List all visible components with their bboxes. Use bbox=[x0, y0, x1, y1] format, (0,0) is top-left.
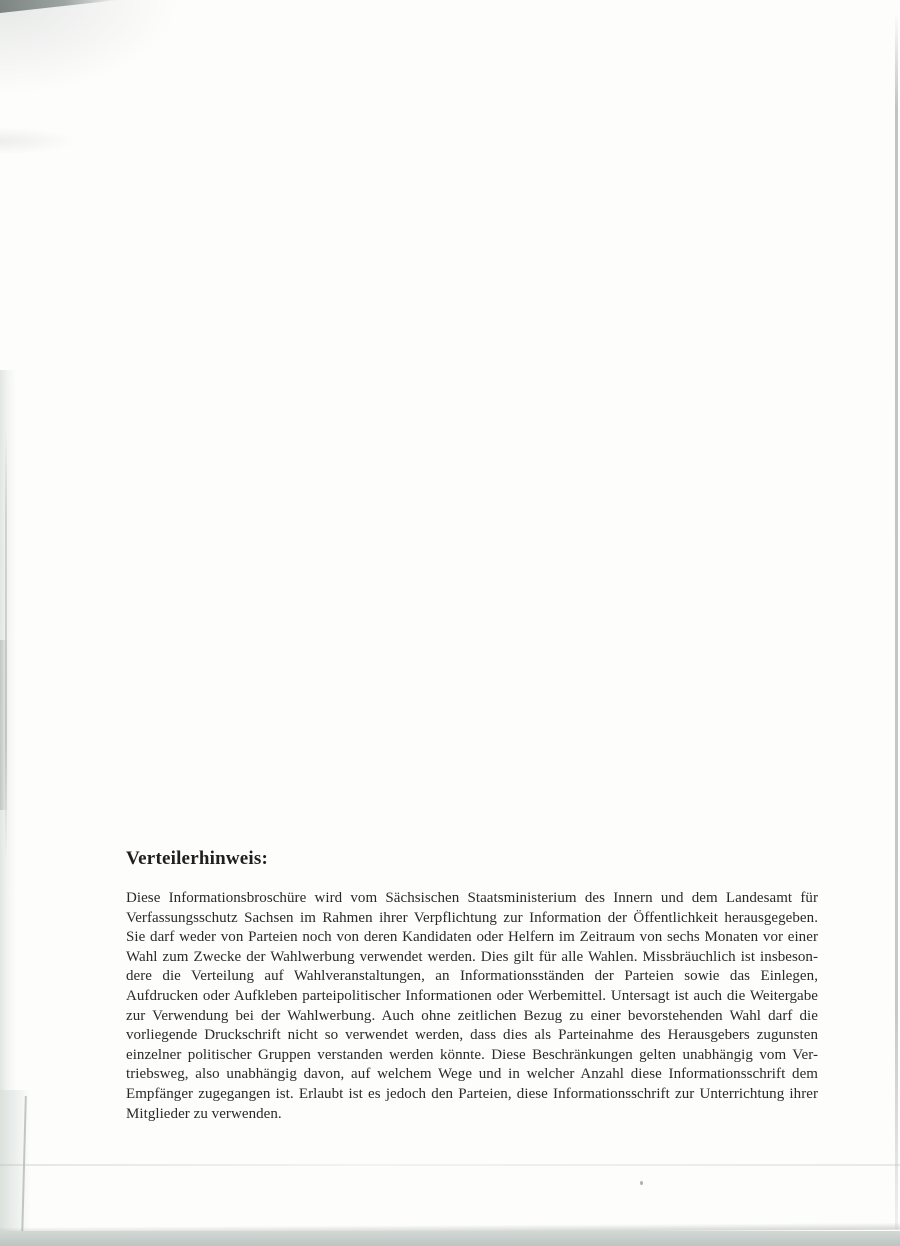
scan-crease-shadow-left bbox=[0, 370, 16, 1246]
scan-corner-glow-top-left bbox=[0, 0, 180, 95]
scan-page-edge-bottom-left bbox=[0, 1090, 30, 1246]
scan-shadow-notch-left bbox=[0, 640, 10, 810]
scan-fold-line-bottom-left bbox=[21, 1096, 27, 1236]
scan-crease-horizontal bbox=[0, 1164, 900, 1166]
paragraph-line: Verfassungsschutz Sachsen im Rahmen ihrer Verpflichtung zur Information der Öffentlichkeit herausgegeben. bbox=[126, 909, 818, 926]
paragraph-line: Aufdrucken oder Aufkleben parteipolitischer Informationen oder Werbemittel. Untersagt ist auch die Weitergabe bbox=[126, 987, 818, 1004]
scan-dust-speck bbox=[640, 1181, 643, 1185]
paragraph-line: triebsweg, also unabhängig davon, auf welchem Wege und in welcher Anzahl diese Informationsschrift dem bbox=[126, 1066, 818, 1083]
body-paragraph bbox=[126, 889, 818, 1124]
paragraph-line: Diese Informationsbroschüre wird vom Sächsischen Staatsministerium des Innern und dem Landesamt für bbox=[126, 890, 818, 906]
scan-background-bottom-band bbox=[0, 1231, 900, 1246]
scan-page-edge-bottom-line bbox=[0, 1223, 900, 1235]
scan-smudge-left bbox=[0, 128, 72, 154]
paragraph-line: Sie darf weder von Parteien noch von deren Kandidaten oder Helfern im Zeitraum von sechs Monaten vor einer bbox=[126, 929, 818, 946]
paragraph-line: dere die Verteilung auf Wahlveranstaltungen, an Informationsständen der Parteien sowie das Einlegen, bbox=[126, 968, 818, 985]
page-heading: Verteilerhinweis: bbox=[126, 848, 268, 869]
paragraph-line: Mitglieder zu verwenden. bbox=[126, 1105, 282, 1122]
scan-page-edge-right bbox=[895, 12, 898, 1230]
scan-corner-shadow-top-left bbox=[0, 0, 118, 13]
paragraph-line: Empfänger zugegangen ist. Erlaubt ist es jedoch den Parteien, diese Informationsschrift zur Unterrichtung ihrer bbox=[126, 1085, 818, 1102]
paragraph-line: einzelner politischer Gruppen verstanden werden könnte. Diese Beschränkungen gelten unabhängig vom Ver- bbox=[126, 1046, 818, 1063]
paragraph-line: vorliegende Druckschrift nicht so verwendet werden, dass dies als Parteinahme des Herausgebers zugunsten bbox=[126, 1027, 818, 1044]
scan-crease-line-left bbox=[5, 430, 7, 860]
paragraph-line: Wahl zum Zwecke der Wahlwerbung verwendet werden. Dies gilt für alle Wahlen. Missbräuchlich ist insbeson- bbox=[126, 948, 818, 965]
paragraph-line: zur Verwendung bei der Wahlwerbung. Auch ohne zeitlichen Bezug zu einer bevorstehenden Wahl darf die bbox=[126, 1007, 818, 1024]
